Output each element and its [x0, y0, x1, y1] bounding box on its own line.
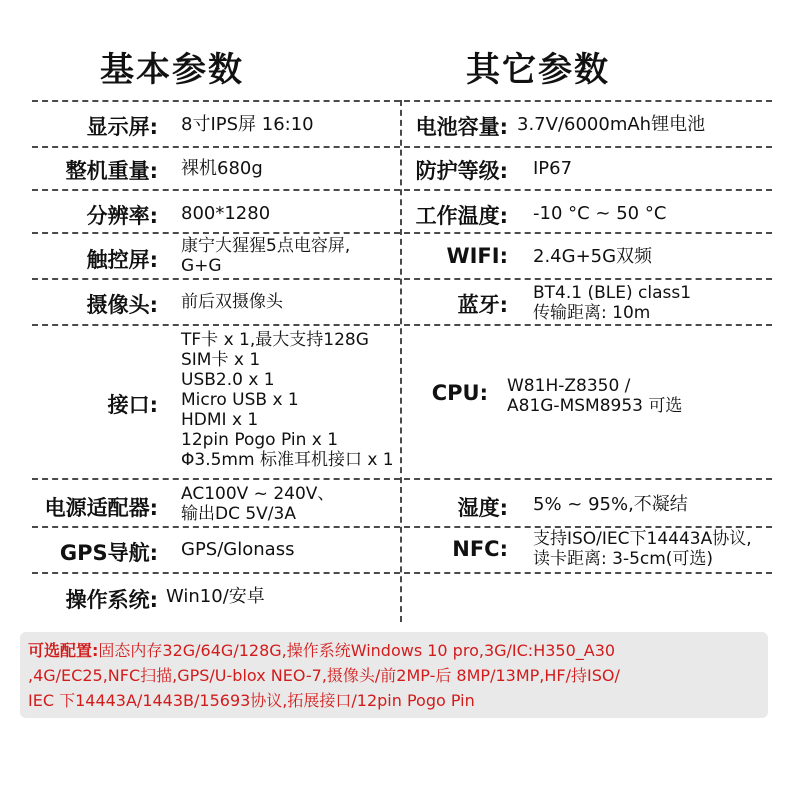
value-resolution: 800*1280 — [181, 203, 271, 224]
label-temperature: 工作温度: — [415, 204, 508, 228]
label-wifi: WIFI: — [446, 244, 508, 268]
row-divider — [32, 232, 772, 234]
value-protection: IP67 — [533, 158, 573, 179]
note-text: 固态内存32G/64G/128G,操作系统Windows 10 pro,3G/IC:H350_A30 — [98, 641, 616, 660]
value-line: G+G — [181, 256, 222, 276]
label-battery: 电池容量: — [415, 115, 508, 139]
row-divider — [32, 278, 772, 280]
value-touchscreen — [181, 236, 350, 276]
value-bluetooth — [533, 283, 691, 323]
label-resolution: 分辨率: — [86, 204, 158, 228]
value-battery: 3.7V/6000mAh锂电池 — [517, 114, 706, 135]
value-line: 读卡距离: 3-5cm(可选) — [533, 549, 714, 569]
row-divider — [32, 526, 772, 528]
other-params-title: 其它参数 — [466, 50, 610, 90]
note-line: IEC 下14443A/1443B/15693协议,拓展接口/12pin Pogo Pin — [28, 691, 475, 710]
value-wifi: 2.4G+5G双频 — [533, 246, 653, 267]
port-item: SIM卡 x 1 — [181, 350, 261, 370]
label-protection: 防护等级: — [415, 159, 508, 183]
note-line: ,4G/EC25,NFC扫描,GPS/U-blox NEO-7,摄像头/前2MP-后 8MP/13MP,HF/持ISO/ — [28, 666, 620, 685]
label-ports: 接口: — [107, 393, 158, 417]
label-bluetooth: 蓝牙: — [457, 293, 508, 317]
value-temperature: -10 °C ~ 50 °C — [533, 203, 667, 224]
row-divider — [32, 189, 772, 191]
optional-config-note — [20, 632, 768, 718]
label-humidity: 湿度: — [457, 496, 508, 520]
row-divider — [32, 100, 772, 102]
note-line — [28, 638, 760, 663]
port-item: Micro USB x 1 — [181, 390, 299, 410]
port-item: USB2.0 x 1 — [181, 370, 275, 390]
value-line: W81H-Z8350 / — [507, 376, 631, 396]
row-divider — [32, 324, 772, 326]
column-divider — [400, 100, 402, 622]
label-display: 显示屏: — [86, 115, 158, 139]
row-divider — [32, 146, 772, 148]
label-gps: GPS导航: — [59, 541, 158, 565]
port-item: TF卡 x 1,最大支持128G — [181, 330, 369, 350]
value-line: 传输距离: 10m — [533, 303, 651, 323]
label-cpu: CPU: — [431, 381, 488, 405]
note-lead: 可选配置: — [28, 641, 99, 660]
value-humidity: 5% ~ 95%,不凝结 — [533, 494, 688, 515]
label-nfc: NFC: — [452, 537, 508, 561]
basic-params-title: 基本参数 — [100, 50, 244, 90]
port-item: 12pin Pogo Pin x 1 — [181, 430, 339, 450]
label-camera: 摄像头: — [86, 293, 158, 317]
row-divider — [32, 478, 772, 480]
row-divider — [32, 572, 772, 574]
port-item: Φ3.5mm 标准耳机接口 x 1 — [181, 450, 394, 470]
value-weight: 裸机680g — [181, 158, 263, 179]
port-item: HDMI x 1 — [181, 410, 259, 430]
value-line: 支持ISO/IEC下14443A协议, — [533, 529, 752, 549]
value-camera: 前后双摄像头 — [181, 292, 283, 312]
label-weight: 整机重量: — [65, 159, 158, 183]
value-line: AC100V ~ 240V、 — [181, 484, 335, 504]
value-line: BT4.1 (BLE) class1 — [533, 283, 692, 303]
value-line: 输出DC 5V/3A — [181, 504, 296, 524]
label-touchscreen: 触控屏: — [86, 248, 158, 272]
value-line: 康宁大猩猩5点电容屏, — [181, 236, 351, 256]
value-line: A81G-MSM8953 可选 — [507, 396, 683, 416]
value-nfc — [533, 529, 752, 569]
value-adapter — [181, 484, 334, 524]
label-adapter: 电源适配器: — [44, 496, 158, 520]
value-display: 8寸IPS屏 16:10 — [181, 114, 314, 135]
value-cpu — [507, 376, 682, 416]
value-ports — [181, 330, 394, 470]
value-os: Win10/安卓 — [166, 586, 265, 607]
label-os: 操作系统: — [65, 588, 158, 612]
value-gps: GPS/Glonass — [181, 539, 295, 560]
